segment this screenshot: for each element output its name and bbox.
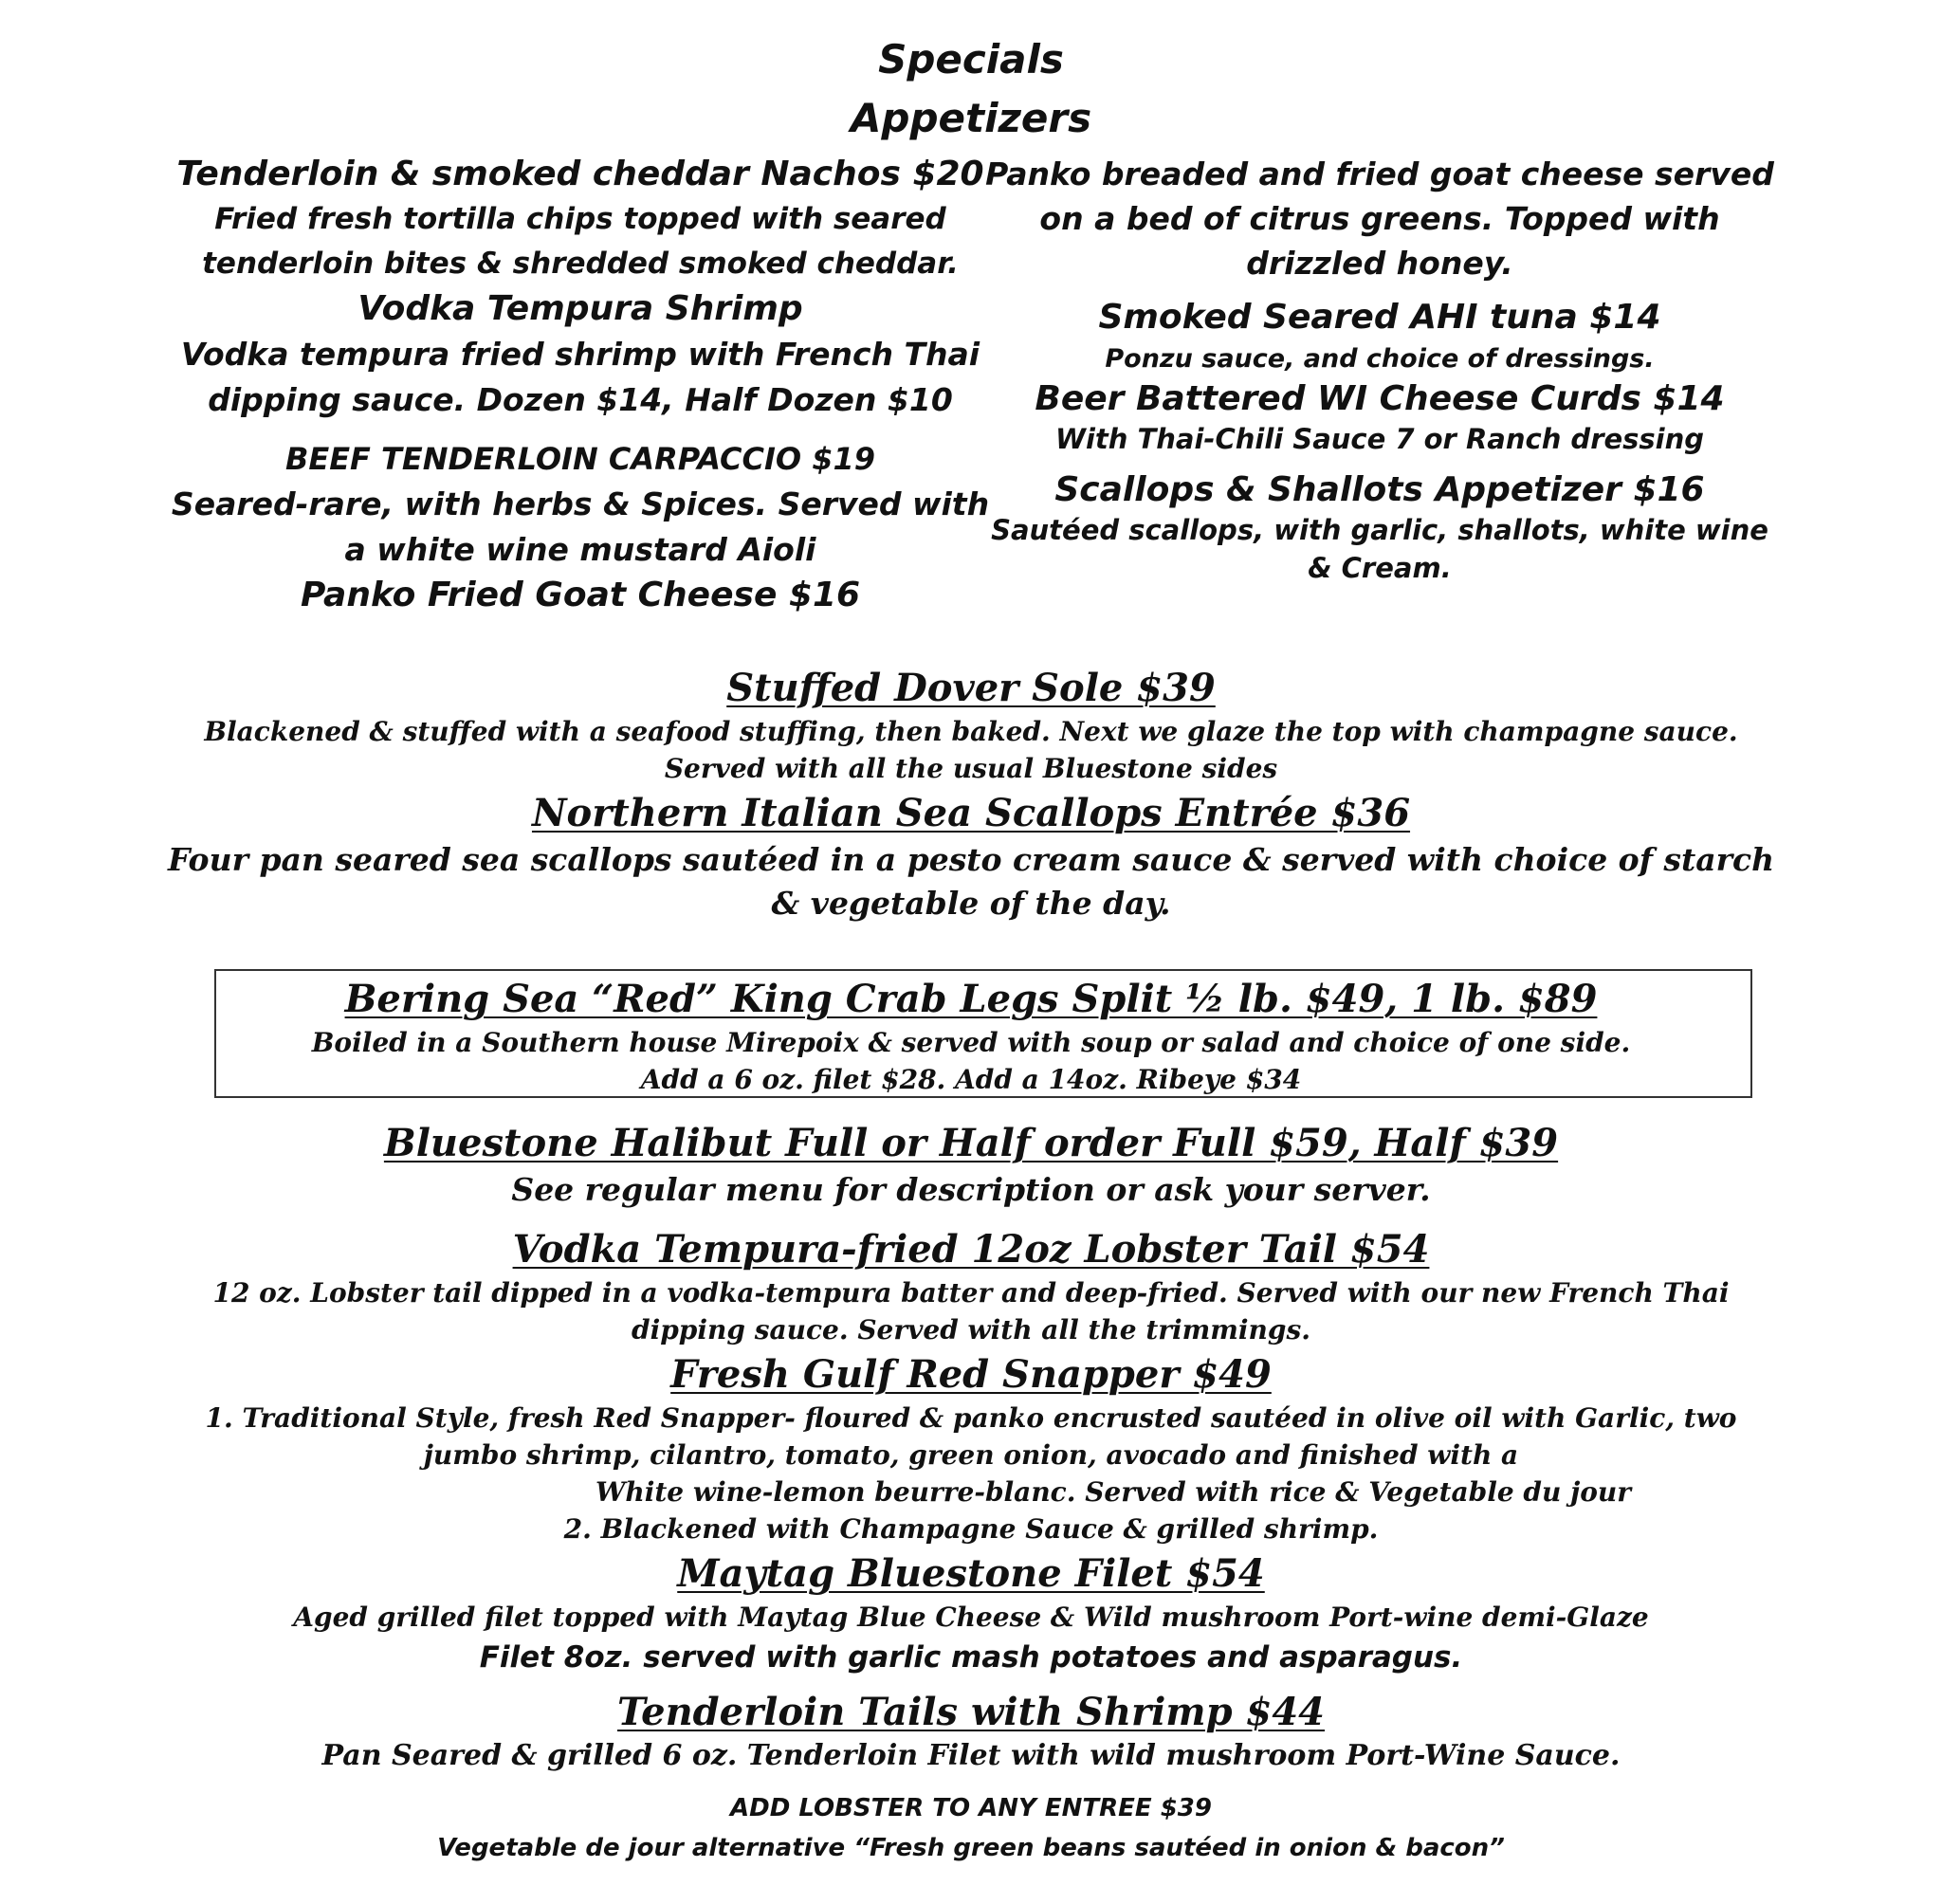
entree-title: Stuffed Dover Sole $39 — [726, 666, 1216, 710]
entree-desc: dipping sauce. Served with all the trimmings. — [632, 1314, 1310, 1346]
entree-desc: Blackened & stuffed with a seafood stuffing, then baked. Next we glaze the top with champagne sauce. — [204, 716, 1738, 747]
entree-title: Maytag Bluestone Filet $54 — [677, 1551, 1265, 1596]
appetizer-item — [906, 469, 1854, 587]
entree-dover-sole — [0, 664, 1942, 787]
entree-desc: Filet 8oz. served with garlic mash potatoes and asparagus. — [479, 1640, 1463, 1675]
entree-desc: 2. Blackened with Champagne Sauce & grilled shrimp. — [563, 1513, 1379, 1545]
page-title: Specials — [878, 36, 1064, 82]
appetizer-desc: & Cream. — [1308, 552, 1452, 584]
section-title-appetizers: Appetizers — [850, 95, 1092, 141]
appetizer-desc: tenderloin bites & shredded smoked cheddar. — [202, 247, 959, 281]
appetizer-name: Vodka Tempura Shrimp — [357, 289, 803, 328]
appetizer-desc: a white wine mustard Aioli — [344, 531, 816, 568]
entree-title: Vodka Tempura-fried 12oz Lobster Tail $54 — [512, 1227, 1430, 1272]
appetizer-name: Smoked Seared AHI tuna $14 — [1098, 298, 1661, 337]
appetizer-name: BEEF TENDERLOIN CARPACCIO $19 — [284, 441, 876, 477]
appetizers-right-column — [906, 152, 1854, 587]
vegetable-note: Vegetable de jour alternative “Fresh green beans sautéed in onion & bacon” — [437, 1834, 1505, 1862]
appetizer-desc: drizzled honey. — [1246, 245, 1513, 282]
appetizer-item — [906, 152, 1854, 285]
entree-desc: Add a 6 oz. filet $28. Add a 14oz. Ribeye $34 — [640, 1064, 1302, 1095]
appetizer-desc: Panko breaded and fried goat cheese served — [985, 156, 1774, 192]
appetizer-name: Scallops & Shallots Appetizer $16 — [1054, 470, 1705, 509]
entree-title: Bering Sea “Red” King Crab Legs Split ½ lb. $49, 1 lb. $89 — [344, 977, 1598, 1021]
entree-title: Bluestone Halibut Full or Half order Full $59, Half $39 — [383, 1121, 1559, 1165]
entree-desc: 1. Traditional Style, fresh Red Snapper- floured & panko encrusted sautéed in olive oil with Garlic, two — [205, 1402, 1737, 1434]
entree-king-crab — [0, 975, 1942, 1098]
entree-title: Tenderloin Tails with Shrimp $44 — [616, 1690, 1326, 1734]
appetizer-name: Panko Fried Goat Cheese $16 — [300, 576, 861, 614]
entree-halibut — [0, 1119, 1942, 1212]
add-lobster-note: ADD LOBSTER TO ANY ENTREE $39 — [730, 1794, 1212, 1822]
appetizer-desc: Ponzu sauce, and choice of dressings. — [1105, 344, 1655, 374]
entree-desc: jumbo shrimp, cilantro, tomato, green onion, avocado and finished with a — [423, 1439, 1519, 1471]
entree-tenderloin-tails — [0, 1688, 1942, 1774]
appetizer-desc: on a bed of citrus greens. Topped with — [1039, 200, 1720, 237]
appetizer-desc: dipping sauce. Dozen $14, Half Dozen $10 — [208, 381, 953, 418]
entree-desc: Four pan seared sea scallops sautéed in a pesto cream sauce & served with choice of starch — [167, 841, 1775, 878]
appetizer-desc: Fried fresh tortilla chips topped with seared — [214, 202, 946, 236]
entree-desc: White wine-lemon beurre-blanc. Served with rice & Vegetable du jour — [595, 1476, 1632, 1508]
entree-sea-scallops — [0, 789, 1942, 925]
entree-desc: Served with all the usual Bluestone sides — [664, 753, 1278, 784]
entree-lobster-tail — [0, 1225, 1942, 1348]
appetizer-desc: Vodka tempura fried shrimp with French Thai — [180, 336, 980, 373]
entree-title: Fresh Gulf Red Snapper $49 — [670, 1352, 1272, 1397]
appetizer-desc: Sautéed scallops, with garlic, shallots, white wine — [991, 514, 1768, 546]
entree-red-snapper — [0, 1350, 1942, 1547]
entree-title: Northern Italian Sea Scallops Entrée $36 — [531, 791, 1411, 835]
footer-notes — [0, 1788, 1942, 1868]
appetizer-desc: With Thai-Chili Sauce 7 or Ranch dressing — [1054, 423, 1705, 455]
entree-desc: Pan Seared & grilled 6 oz. Tenderloin Filet with wild mushroom Port-Wine Sauce. — [321, 1739, 1621, 1772]
appetizer-item — [906, 378, 1854, 458]
entree-desc: & vegetable of the day. — [771, 885, 1171, 922]
appetizer-name: Beer Battered WI Cheese Curds $14 — [1035, 379, 1725, 418]
appetizer-desc: Seared-rare, with herbs & Spices. Served with — [171, 485, 990, 522]
entree-desc: Boiled in a Southern house Mirepoix & served with soup or salad and choice of one side. — [311, 1027, 1631, 1058]
appetizer-item — [906, 295, 1854, 378]
entree-desc: See regular menu for description or ask your server. — [511, 1171, 1431, 1208]
entree-maytag-filet — [0, 1549, 1942, 1679]
appetizer-name: Tenderloin & smoked cheddar Nachos $20 — [176, 155, 984, 193]
entree-desc: 12 oz. Lobster tail dipped in a vodka-tempura batter and deep-fried. Served with our new French Thai — [212, 1277, 1730, 1309]
entree-desc: Aged grilled filet topped with Maytag Blue Cheese & Wild mushroom Port-wine demi-Glaze — [293, 1602, 1649, 1633]
